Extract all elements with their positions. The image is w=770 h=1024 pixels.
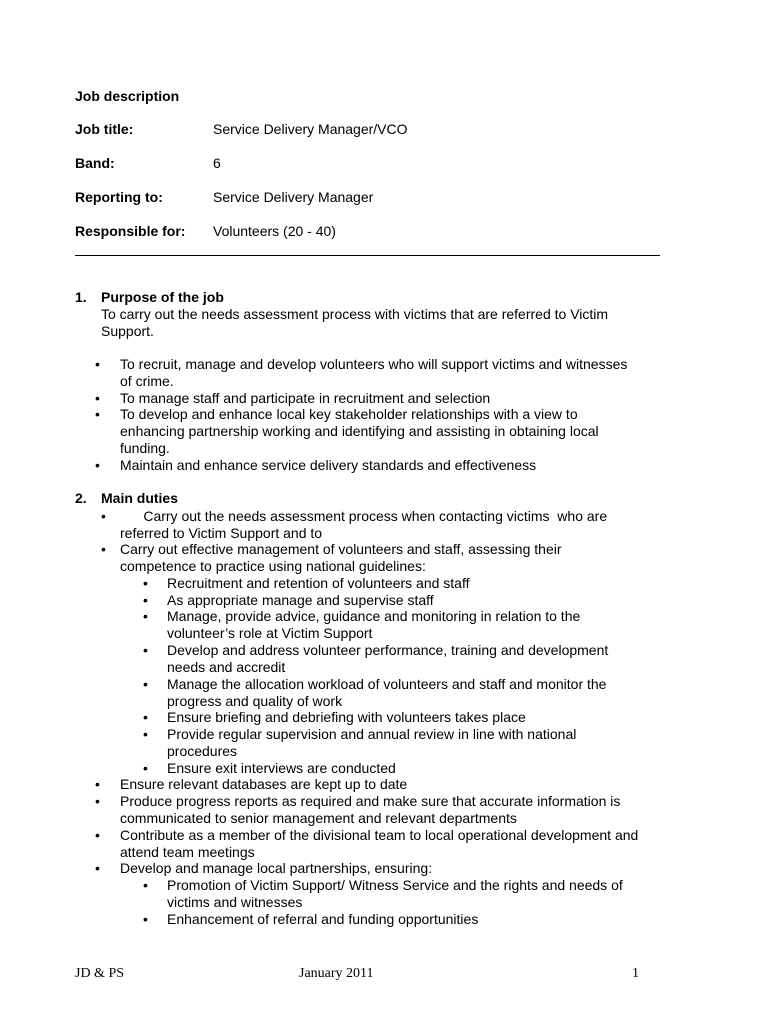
list-item: Enhancement of referral and funding opportunities bbox=[167, 911, 479, 927]
list-item: To recruit, manage and develop volunteers who will support victims and witnesses bbox=[120, 356, 628, 372]
footer-left: JD & PS bbox=[75, 966, 125, 981]
bullet-icon: • bbox=[95, 776, 100, 792]
list-item: Develop and manage local partnerships, ensuring: bbox=[120, 860, 433, 876]
responsible-value: Volunteers (20 - 40) bbox=[213, 223, 336, 239]
list-item: Provide regular supervision and annual review in line with national bbox=[167, 726, 577, 742]
list-item: Promotion of Victim Support/ Witness Service and the rights and needs of bbox=[167, 877, 623, 893]
bullet-icon: • bbox=[143, 726, 148, 742]
bullet-icon: • bbox=[95, 406, 100, 422]
list-item: of crime. bbox=[120, 373, 174, 389]
reporting-label: Reporting to: bbox=[75, 189, 163, 205]
list-item: needs and accredit bbox=[167, 659, 286, 675]
bullet-icon: • bbox=[143, 877, 148, 893]
list-item: Manage the allocation workload of volunteers and staff and monitor the bbox=[167, 676, 607, 692]
reporting-value: Service Delivery Manager bbox=[213, 189, 374, 205]
bullet-icon: • bbox=[143, 911, 148, 927]
list-item: funding. bbox=[120, 440, 170, 456]
list-item: victims and witnesses bbox=[167, 894, 303, 910]
section1-intro-line: To carry out the needs assessment process with victims that are referred to Victim bbox=[101, 306, 609, 322]
list-item: To develop and enhance local key stakeholder relationships with a view to bbox=[120, 406, 578, 422]
list-item: communicated to senior management and relevant departments bbox=[120, 810, 517, 826]
bullet-icon: • bbox=[95, 793, 100, 809]
list-item: Recruitment and retention of volunteers and staff bbox=[167, 575, 470, 591]
bullet-icon: • bbox=[95, 827, 100, 843]
bullet-icon: • bbox=[95, 356, 100, 372]
section2-heading: Main duties bbox=[101, 490, 179, 506]
bullet-icon: • bbox=[143, 760, 148, 776]
bullet-icon: • bbox=[101, 508, 106, 524]
list-item: procedures bbox=[167, 743, 238, 759]
page-number: 1 bbox=[632, 966, 639, 981]
list-item: Contribute as a member of the divisional team to local operational development and bbox=[120, 827, 639, 843]
bullet-icon: • bbox=[95, 390, 100, 406]
band-label: Band: bbox=[75, 155, 115, 171]
responsible-label: Responsible for: bbox=[75, 223, 186, 239]
list-item: Carry out effective management of volunteers and staff, assessing their bbox=[120, 541, 562, 557]
section2-number: 2. bbox=[75, 490, 87, 506]
list-item: Carry out the needs assessment process when contacting victims who are bbox=[120, 508, 608, 524]
list-item: Ensure exit interviews are conducted bbox=[167, 760, 396, 776]
doc-title: Job description bbox=[75, 88, 180, 104]
list-item: Ensure relevant databases are kept up to date bbox=[120, 776, 408, 792]
bullet-icon: • bbox=[143, 642, 148, 658]
footer-date: January 2011 bbox=[299, 966, 374, 981]
list-item: competence to practice using national guidelines: bbox=[120, 558, 426, 574]
bullet-icon: • bbox=[101, 541, 106, 557]
list-item: referred to Victim Support and to bbox=[120, 525, 323, 541]
job-title-value: Service Delivery Manager/VCO bbox=[213, 121, 408, 137]
bullet-icon: • bbox=[95, 457, 100, 473]
bullet-icon: • bbox=[143, 676, 148, 692]
list-item: As appropriate manage and supervise staff bbox=[167, 592, 434, 608]
header-divider bbox=[75, 255, 660, 256]
list-item: Maintain and enhance service delivery standards and effectiveness bbox=[120, 457, 537, 473]
list-item: Ensure briefing and debriefing with volunteers takes place bbox=[167, 709, 526, 725]
bullet-icon: • bbox=[143, 608, 148, 624]
band-value: 6 bbox=[213, 155, 221, 171]
section1-intro-line: Support. bbox=[101, 323, 154, 339]
bullet-icon: • bbox=[143, 709, 148, 725]
list-item: volunteer’s role at Victim Support bbox=[167, 625, 373, 641]
list-item: Develop and address volunteer performance, training and development bbox=[167, 642, 609, 658]
list-item: attend team meetings bbox=[120, 844, 255, 860]
list-item: To manage staff and participate in recruitment and selection bbox=[120, 390, 491, 406]
section1-heading: Purpose of the job bbox=[101, 289, 224, 305]
bullet-icon: • bbox=[95, 860, 100, 876]
list-item: enhancing partnership working and identifying and assisting in obtaining local bbox=[120, 423, 599, 439]
section1-number: 1. bbox=[75, 289, 87, 305]
list-item: Manage, provide advice, guidance and monitoring in relation to the bbox=[167, 608, 581, 624]
job-title-label: Job title: bbox=[75, 121, 134, 137]
list-item: progress and quality of work bbox=[167, 693, 343, 709]
bullet-icon: • bbox=[143, 592, 148, 608]
bullet-icon: • bbox=[143, 575, 148, 591]
list-item: Produce progress reports as required and make sure that accurate information is bbox=[120, 793, 621, 809]
